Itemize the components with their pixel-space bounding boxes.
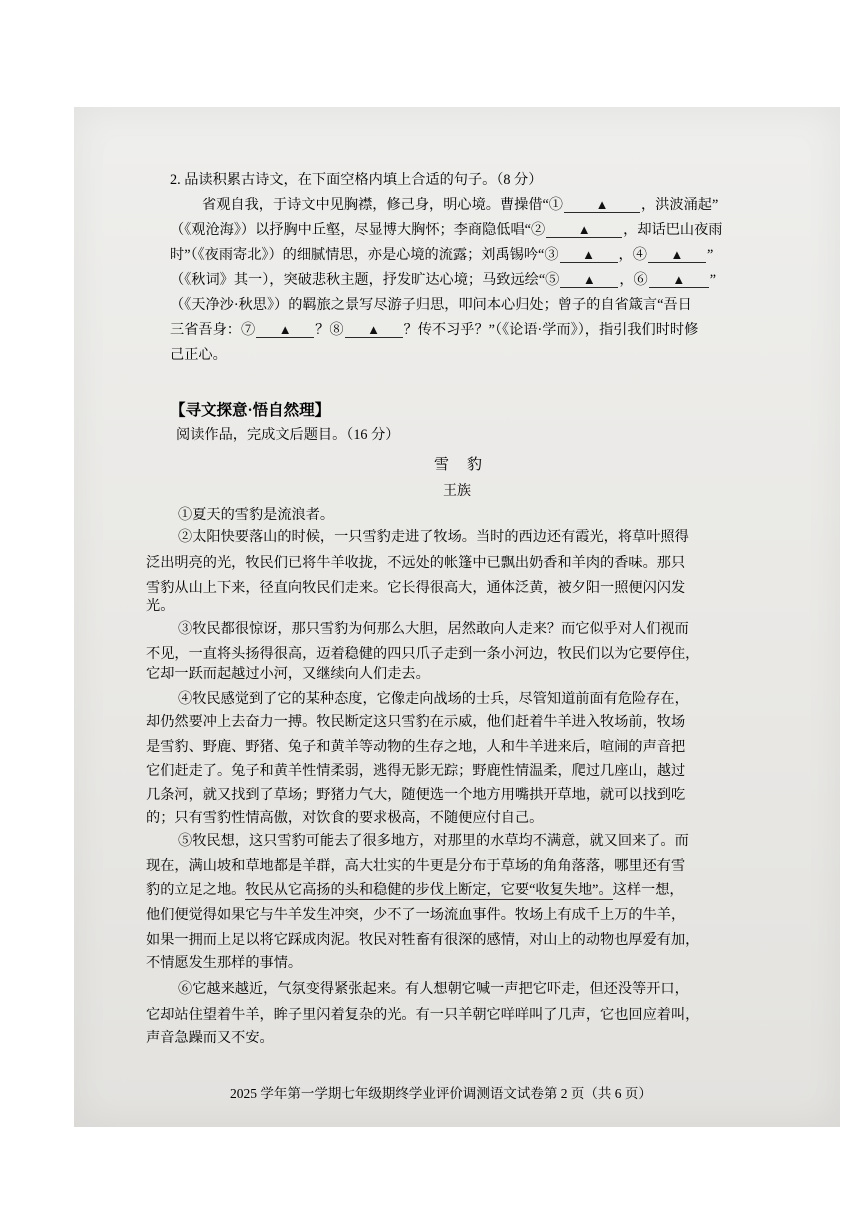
paragraph-line: 雪豹从山上下来，径直向牧民们走来。它长得很高大，通体泛黄，被夕阳一照便闪闪发 <box>146 580 686 596</box>
line-text: ” <box>709 272 717 288</box>
fill-blank-3[interactable] <box>560 245 618 263</box>
fill-blank-8[interactable] <box>345 320 403 338</box>
paragraph-line: ⑤牧民想，这只雪豹可能去了很多地方，对那里的水草均不满意，就又回来了。而 <box>178 833 689 849</box>
line-text: （《秋词》其一），突破悲秋主题，抒发旷达心境；马致远绘“⑤ <box>170 272 560 288</box>
line-text: 省观自我，于诗文中见胸襟，修己身，明心境。曹操借“① <box>202 197 563 213</box>
line-text: ，却话巴山夜雨 <box>623 222 723 238</box>
line-text: ？⑧ <box>315 322 344 338</box>
fill-blank-5[interactable] <box>560 270 618 288</box>
triangle-marker-icon: ▲ <box>670 247 684 262</box>
paragraph-line: ④牧民感觉到了它的某种态度，它像走向战场的士兵，尽管知道前面有危险存在， <box>178 691 689 707</box>
underlined-sentence: 牧民从它高扬的头和稳健的步伐上断定，它要“收复失地”。 <box>245 882 613 898</box>
poem-fill-line-3 <box>170 245 713 265</box>
paragraph-line: 它却一跃而起越过小河，又继续向人们走去。 <box>146 666 430 682</box>
line-text: ” <box>706 247 714 263</box>
fill-blank-7[interactable] <box>256 320 314 338</box>
line-text: 三省吾身：⑦ <box>170 322 256 338</box>
paragraph-line <box>146 880 684 900</box>
line-text: ，洪波涌起” <box>641 197 719 213</box>
triangle-marker-icon: ▲ <box>672 272 686 287</box>
page-footer: 2025 学年第一学期七年级期终学业评价调测语文试卷第 2 页（共 6 页） <box>230 1086 652 1101</box>
paragraph-line: 声音急躁而又不安。 <box>146 1030 274 1046</box>
line-text: 这样一想， <box>612 882 684 898</box>
paragraph-line: 他们便觉得如果它与牛羊发生冲突，少不了一场流血事件。牧场上有成千上万的牛羊， <box>146 907 686 923</box>
poem-fill-line-5: （《天净沙·秋思》）的羁旅之景写尽游子归思，叩问本心归处；曾子的自省箴言“吾日 <box>170 297 692 313</box>
paragraph-line: 却仍然要冲上去奋力一搏。牧民断定这只雪豹在示威，他们赶着牛羊进入牧场前，牧场 <box>146 714 686 730</box>
article-title: 雪豹 <box>434 457 501 473</box>
paragraph-line: 是雪豹、野鹿、野猪、兔子和黄羊等动物的生存之地，人和牛羊进来后，喧闹的声音把 <box>146 739 686 755</box>
poem-fill-line-1 <box>202 195 718 215</box>
fill-blank-1[interactable] <box>564 195 640 213</box>
poem-fill-line-7: 己正心。 <box>170 347 227 363</box>
paragraph-line: 几条河，就又找到了草场；野猪力气大，随便选一个地方用嘴拱开草地，就可以找到吃 <box>146 787 686 803</box>
paragraph-line: ⑥它越来越近，气氛变得紧张起来。有人想朝它喊一声把它吓走，但还没等开口， <box>178 981 689 997</box>
poem-fill-line-4 <box>170 270 716 290</box>
paragraph-line: 如果一拥而上足以将它踩成肉泥。牧民对牲畜有很深的感情，对山上的动物也厚爱有加， <box>146 932 700 948</box>
paragraph-line: 现在，满山坡和草地都是羊群，高大壮实的牛更是分布于草场的角角落落，哪里还有雪 <box>146 858 686 874</box>
fill-blank-6[interactable] <box>649 270 709 288</box>
line-text: （《观沧海》）以抒胸中丘壑，尽显博大胸怀；李商隐低唱“② <box>170 222 546 238</box>
paragraph-line: 不情愿发生那样的事情。 <box>146 955 303 971</box>
paragraph-line: 泛出明亮的光，牧民们已将牛羊收拢，不远处的帐篷中已飘出奶香和羊肉的香味。那只 <box>146 555 686 571</box>
paragraph-line: 光。 <box>146 598 175 614</box>
fill-blank-2[interactable] <box>546 220 622 238</box>
poem-fill-line-2 <box>170 220 723 240</box>
paragraph-line: ②太阳快要落山的时候，一只雪豹走进了牧场。当时的西边还有霞光，将草叶照得 <box>178 529 689 545</box>
line-text: ，④ <box>618 247 647 263</box>
triangle-marker-icon: ▲ <box>577 222 591 237</box>
triangle-marker-icon: ▲ <box>367 322 380 337</box>
triangle-marker-icon: ▲ <box>582 247 595 262</box>
section-instruction: 阅读作品，完成文后题目。（16 分） <box>176 427 400 443</box>
fill-blank-4[interactable] <box>648 245 706 263</box>
section-title: 【寻文探意·悟自然理】 <box>170 402 331 419</box>
line-text: 豹的立足之地。 <box>146 882 246 898</box>
paragraph-line: 它们赶走了。兔子和黄羊性情柔弱，逃得无影无踪；野鹿性情温柔，爬过几座山，越过 <box>146 763 686 779</box>
article-author: 王族 <box>443 484 471 499</box>
line-text: ？传不习乎？”（《论语·学而》），指引我们时时修 <box>403 322 699 338</box>
triangle-marker-icon: ▲ <box>595 197 609 212</box>
question-2-heading: 2. 品读积累古诗文，在下面空格内填上合适的句子。（8 分） <box>170 172 543 188</box>
paragraph-line: ①夏天的雪豹是流浪者。 <box>178 507 335 523</box>
line-text: ，⑥ <box>619 272 648 288</box>
paragraph-line: 它却站住望着牛羊，眸子里闪着复杂的光。有一只羊朝它咩咩叫了几声，它也回应着叫， <box>146 1007 700 1023</box>
triangle-marker-icon: ▲ <box>582 272 596 287</box>
paragraph-line: 不见，一直将头扬得很高，迈着稳健的四只爪子走到一条小河边，牧民们以为它要停住， <box>146 646 700 662</box>
paragraph-line: ③牧民都很惊讶，那只雪豹为何那么大胆，居然敢向人走来？而它似乎对人们视而 <box>178 621 689 637</box>
line-text: 时”（《夜雨寄北》）的细腻情思，亦是心境的流露；刘禹锡吟“③ <box>170 247 559 263</box>
poem-fill-line-6 <box>170 320 698 340</box>
triangle-marker-icon: ▲ <box>278 322 292 337</box>
paragraph-line: 的；只有雪豹性情高傲，对饮食的要求极高，不随便应付自己。 <box>146 810 544 826</box>
